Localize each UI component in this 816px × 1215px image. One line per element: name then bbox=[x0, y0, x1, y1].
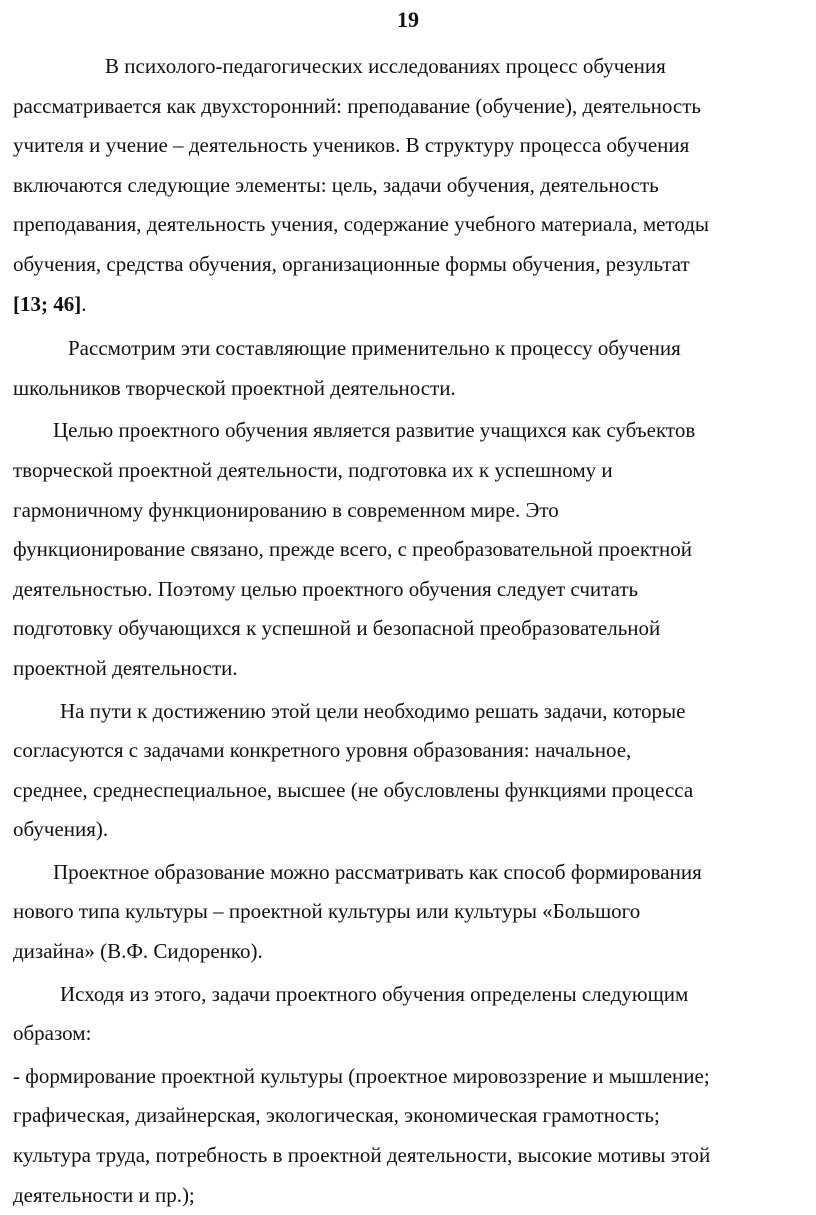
text-line: На пути к достижению этой цели необходимо решать задачи, которые bbox=[60, 698, 686, 723]
citation-suffix: . bbox=[81, 291, 87, 316]
text-line: среднее, среднеспециальное, высшее (не обусловлены функциями процесса bbox=[13, 777, 694, 802]
text-line: согласуются с задачами конкретного уровня образования: начальное, bbox=[13, 738, 632, 763]
text-line: В психолого-педагогических исследованиях процесс обучения bbox=[105, 54, 666, 78]
paragraph-learning-process bbox=[13, 47, 803, 324]
text-line: проектной деятельности. bbox=[13, 655, 238, 680]
text-line: обучения, средства обучения, организационные формы обучения, результат bbox=[13, 251, 690, 276]
text-line: учителя и учение – деятельность учеников. В структуру процесса обучения bbox=[13, 133, 690, 158]
text-line: функционирование связано, прежде всего, с преобразовательной проектной bbox=[13, 537, 692, 562]
text-line: Рассмотрим эти составляющие применительно к процессу обучения bbox=[68, 336, 681, 361]
text-line: гармоничному функционированию в современном мире. Это bbox=[13, 497, 559, 522]
text-line: обучения). bbox=[13, 817, 109, 842]
text-line: школьников творческой проектной деятельности. bbox=[13, 375, 456, 400]
page-number: 19 bbox=[397, 7, 419, 32]
text-line: - формирование проектной культуры (проектное мировоззрение и мышление; bbox=[13, 1063, 710, 1088]
text-line: Целью проектного обучения является развитие учащихся как субъектов bbox=[53, 418, 696, 443]
text-line: творческой проектной деятельности, подготовка их к успешному и bbox=[13, 457, 613, 482]
paragraph-tasks-path bbox=[13, 692, 803, 850]
paragraph-goal bbox=[13, 411, 803, 688]
text-line: дизайна» (В.Ф. Сидоренко). bbox=[13, 939, 263, 964]
text-line: Проектное образование можно рассматривать как способ формирования bbox=[53, 859, 702, 884]
text-line: деятельностью. Поэтому целью проектного обучения следует считать bbox=[13, 576, 639, 601]
text-line: графическая, дизайнерская, экологическая, экономическая грамотность; bbox=[13, 1103, 660, 1128]
text-line: включаются следующие элементы: цель, задачи обучения, деятельность bbox=[13, 172, 659, 197]
citation-line bbox=[13, 285, 803, 325]
citation: [13; 46] bbox=[13, 291, 82, 316]
text-line: деятельности и пр.); bbox=[13, 1182, 195, 1207]
document-page bbox=[13, 0, 803, 1215]
text-line: преподавания, деятельность учения, содержание учебного материала, методы bbox=[13, 212, 710, 237]
text-line: Исходя из этого, задачи проектного обучения определены следующим bbox=[60, 981, 689, 1006]
text-line: рассматривается как двухсторонний: преподавание (обучение), деятельность bbox=[13, 93, 702, 118]
text-line: нового типа культуры – проектной культуры или культуры «Большого bbox=[13, 899, 641, 924]
text-line: образом: bbox=[13, 1021, 92, 1046]
text-line: культура труда, потребность в проектной деятельности, высокие мотивы этой bbox=[13, 1143, 711, 1168]
paragraph-components bbox=[13, 329, 803, 408]
paragraph-tasks-defined bbox=[13, 975, 803, 1054]
text-line: подготовку обучающихся к успешной и безопасной преобразовательной bbox=[13, 616, 661, 641]
list-item-project-culture bbox=[13, 1057, 803, 1215]
paragraph-project-education bbox=[13, 853, 803, 972]
